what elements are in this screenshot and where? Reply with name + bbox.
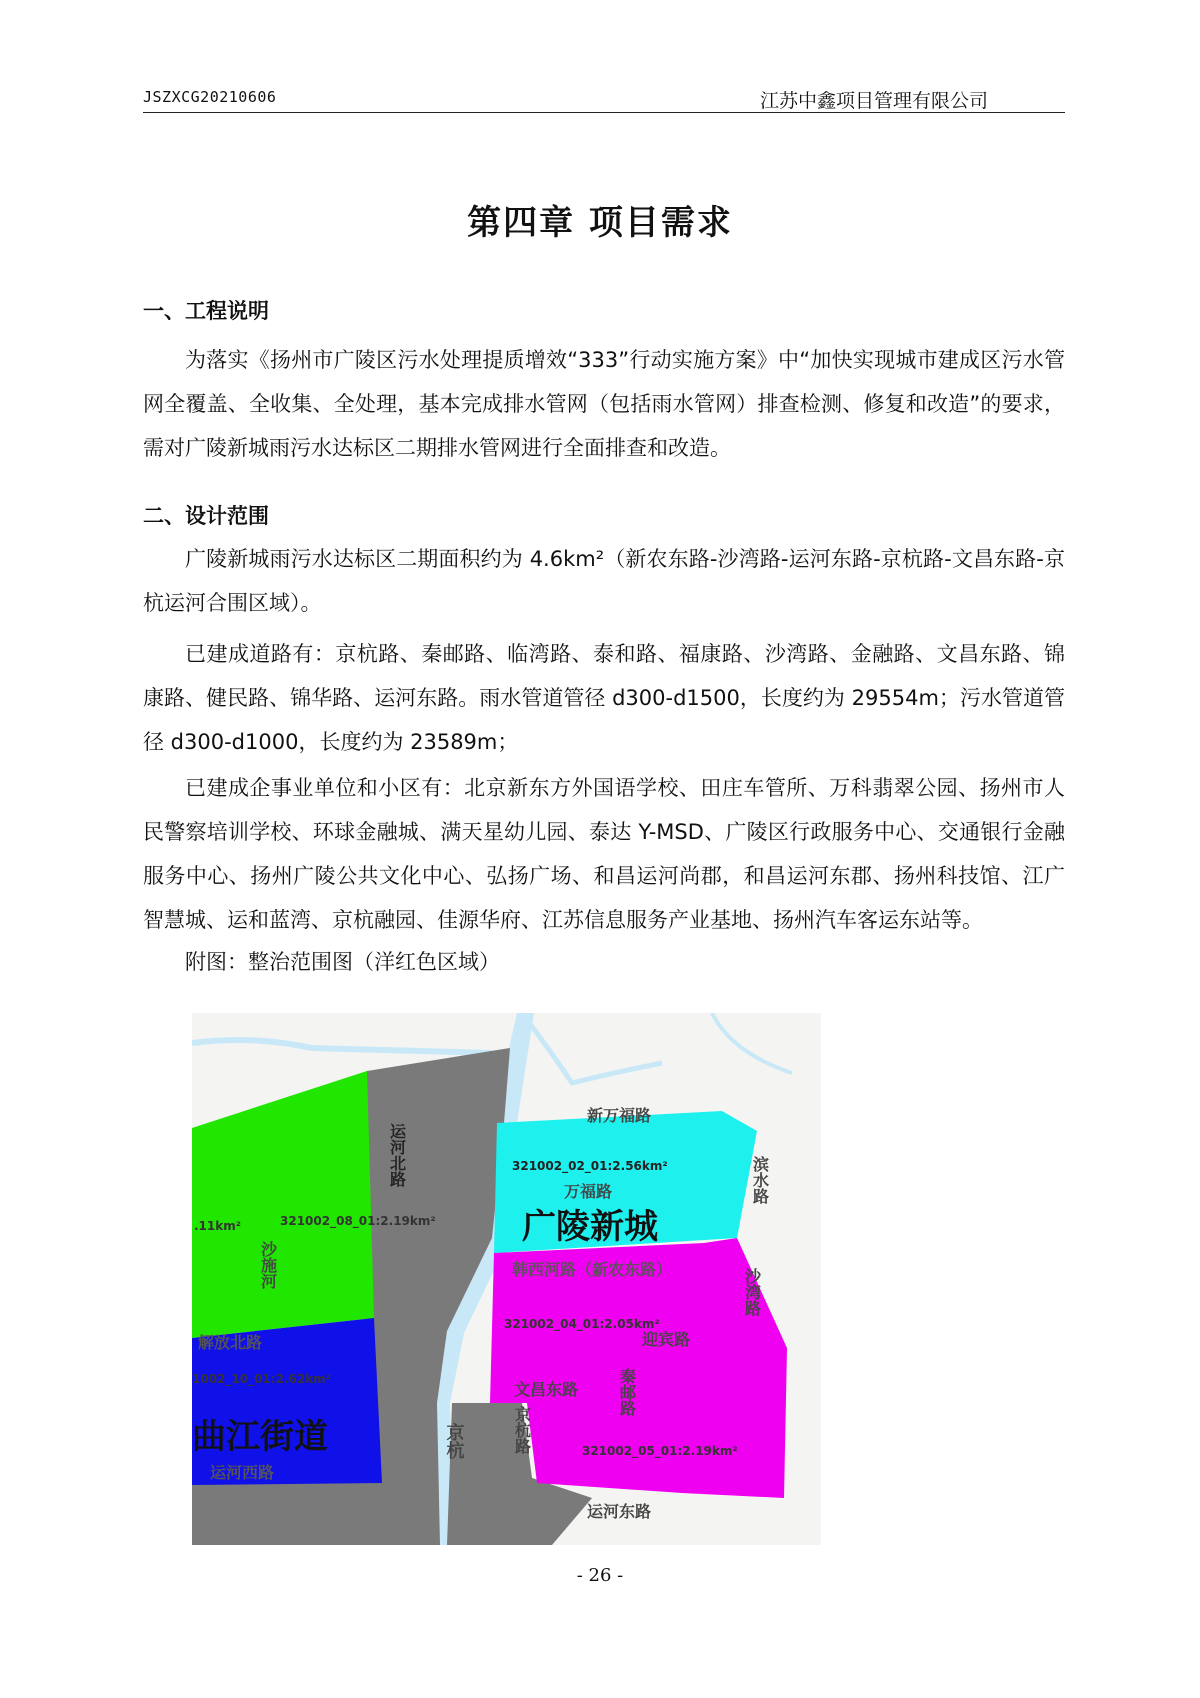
map-label: 解放北路 <box>198 1333 263 1352</box>
map-label: 运河北路 <box>387 1123 407 1187</box>
map-label: 321002_04_01:2.05km² <box>504 1317 660 1331</box>
map-label: 新万福路 <box>587 1106 652 1125</box>
map-label: 运河东路 <box>587 1502 652 1521</box>
map-label: 沙施河 <box>258 1241 278 1289</box>
map-label: 321002_02_01:2.56km² <box>512 1159 668 1173</box>
map-label: 滨水路 <box>750 1156 770 1204</box>
map-label: 321002_08_01:2.19km² <box>280 1214 436 1228</box>
figure-caption: 附图：整治范围图（洋红色区域） <box>185 950 500 974</box>
map-label: 1002_10_01:2.62km² <box>192 1372 331 1386</box>
header-doc-code: JSZXCG20210606 <box>143 88 277 106</box>
section-heading: 二、设计范围 <box>143 504 269 528</box>
page-number: - 26 - <box>576 1565 624 1586</box>
paragraph: 已建成道路有：京杭路、秦邮路、临湾路、泰和路、福康路、沙湾路、金融路、文昌东路、锦康路、健民路、锦华路、运河东路。雨水管道管径 d300-d1500，长度约为 29554m；污水管道管径 d300-d1000，长度约为 23589m； <box>143 642 1065 754</box>
map-label: 京杭 <box>443 1423 465 1459</box>
paragraph: 广陵新城雨污水达标区二期面积约为 4.6km²（新农东路-沙湾路-运河东路-京杭路-文昌东路-京杭运河合围区域）。 <box>143 547 1065 615</box>
regulation-area-map <box>192 1013 821 1545</box>
header-rule <box>143 112 1065 113</box>
map-label: 曲江街道 <box>192 1417 328 1457</box>
chapter-title: 第四章 项目需求 <box>467 203 733 243</box>
map-label: 韩西河路（新农东路） <box>512 1260 673 1279</box>
paragraph: 已建成企事业单位和小区有：北京新东方外国语学校、田庄车管所、万科翡翠公园、扬州市人民警察培训学校、环球金融城、满天星幼儿园、泰达 Y-MSD、广陵区行政服务中心、交通银行金融服务中心、扬州广陵公共文化中心、弘扬广场、和昌运河尚郡，和昌运河东郡、扬州科技馆、江广智慧城、运和蓝湾、京杭融园、佳源华府、江苏信息服务产业基地、扬州汽车客运东站等。 <box>143 776 1065 932</box>
section-heading: 一、工程说明 <box>143 299 269 323</box>
paragraph: 为落实《扬州市广陵区污水处理提质增效“333”行动实施方案》中“加快实现城市建成区污水管网全覆盖、全收集、全处理，基本完成排水管网（包括雨水管网）排查检测、修复和改造”的要求，需对广陵新城雨污水达标区二期排水管网进行全面排查和改造。 <box>143 348 1065 460</box>
map-label: 321002_05_01:2.19km² <box>582 1444 738 1458</box>
header-company: 江苏中鑫项目管理有限公司 <box>760 90 989 112</box>
map-label: 秦邮路 <box>617 1368 637 1416</box>
map-label: 广陵新城 <box>522 1207 658 1247</box>
map-label: 京杭路 <box>512 1406 532 1454</box>
map-label: 运河西路 <box>210 1463 275 1482</box>
map-label: .11km² <box>194 1219 241 1233</box>
map-label: 文昌东路 <box>514 1380 579 1399</box>
map-label: 沙湾路 <box>742 1268 762 1316</box>
map-label: 迎宾路 <box>642 1330 691 1349</box>
map-label: 万福路 <box>564 1182 613 1201</box>
